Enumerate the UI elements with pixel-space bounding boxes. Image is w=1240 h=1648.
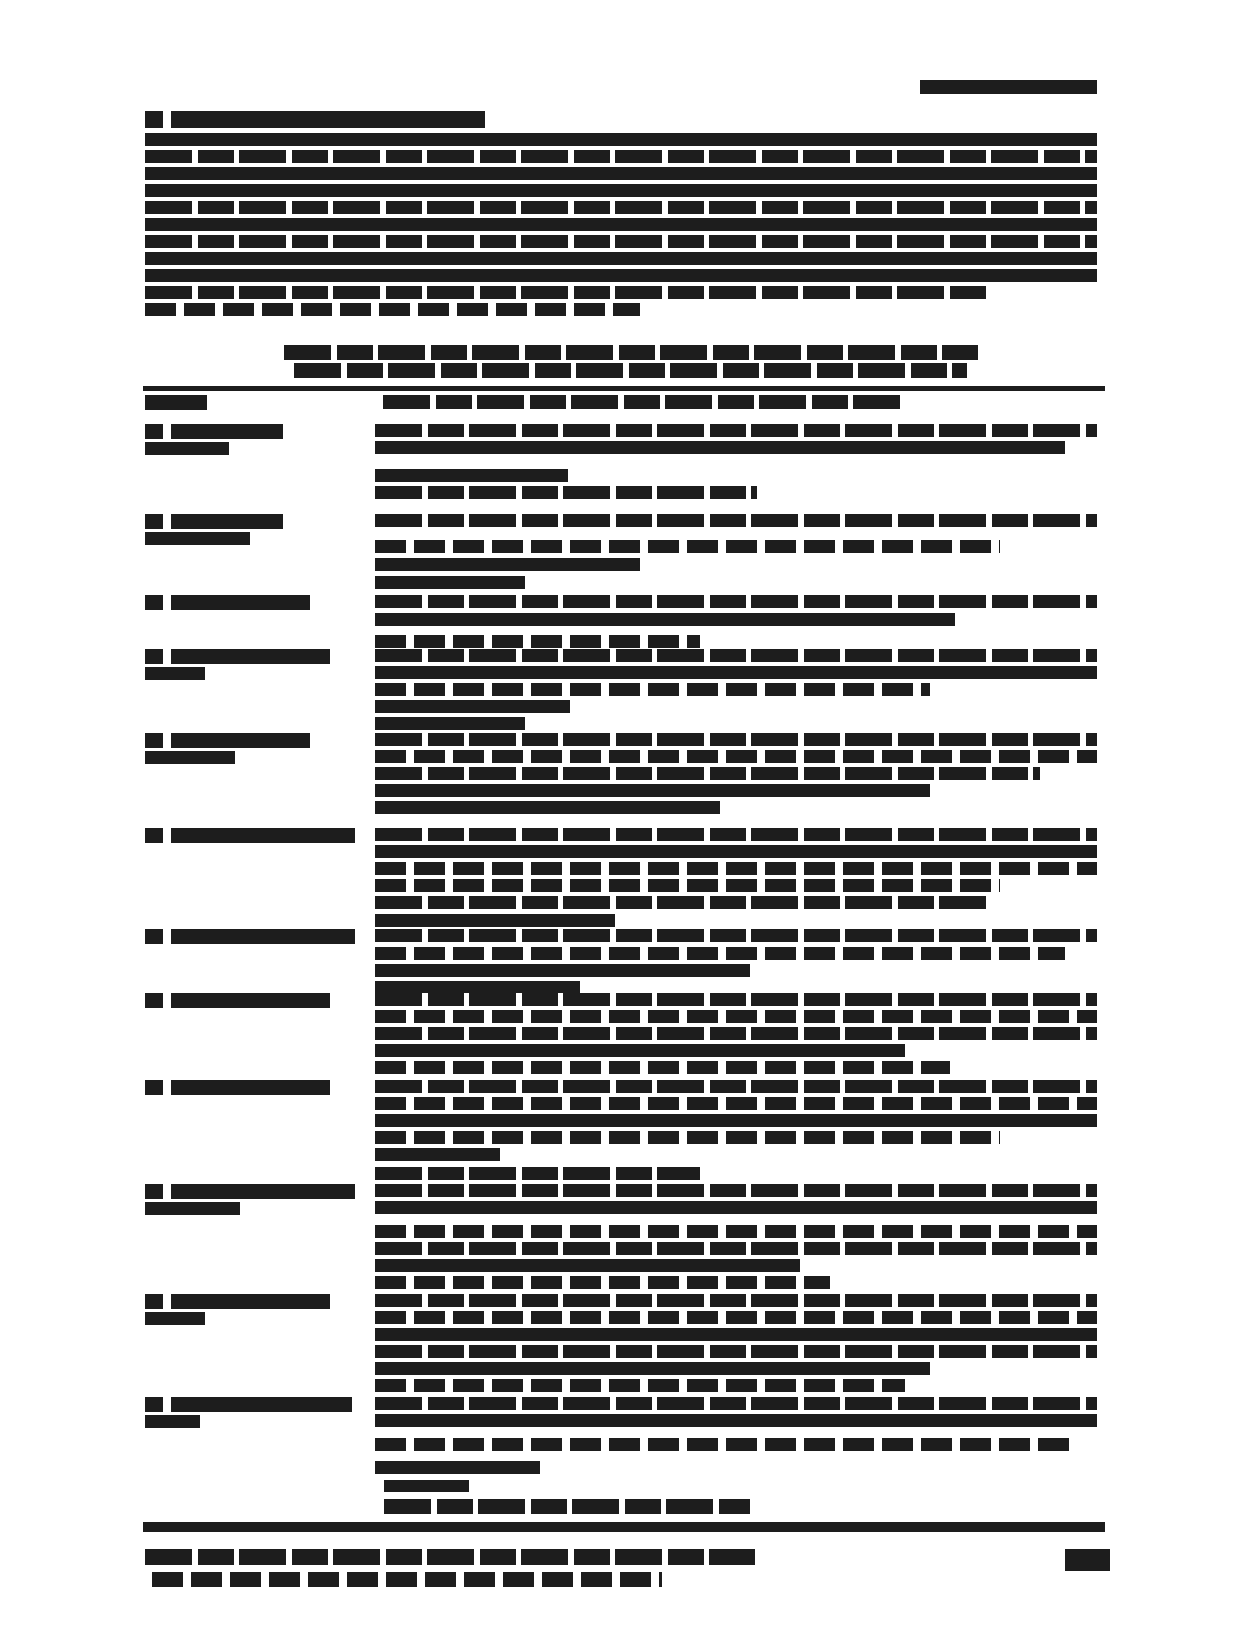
footer-text-line [152,1572,662,1587]
page-number-bar [1065,1549,1110,1571]
footer-text-line [145,1549,755,1565]
